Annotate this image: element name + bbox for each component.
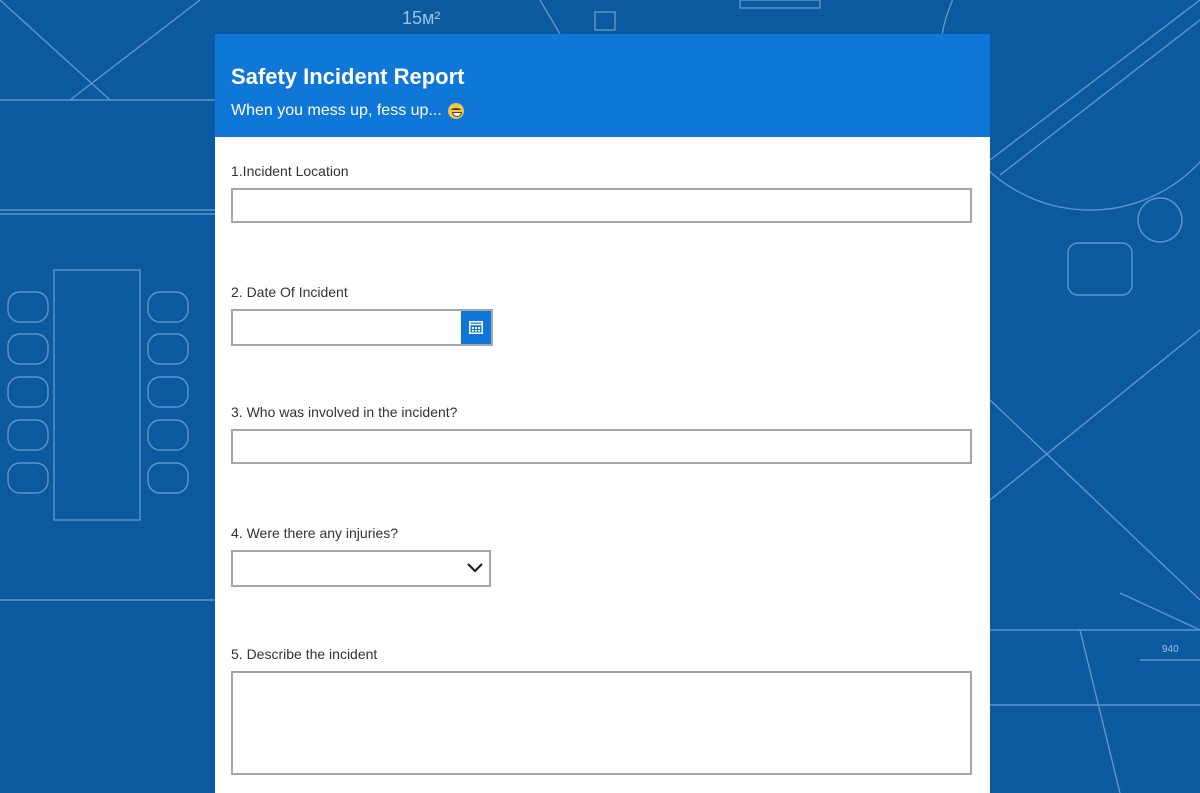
form-subtitle bbox=[231, 102, 464, 120]
question-4-label: 4. Were there any injuries? bbox=[231, 525, 399, 541]
incident-description-textarea[interactable] bbox=[231, 671, 972, 775]
date-picker bbox=[231, 309, 493, 346]
form-card bbox=[215, 34, 990, 793]
question-5-label: 5. Describe the incident bbox=[231, 646, 378, 662]
grinning-sweat-emoji-icon bbox=[448, 103, 464, 119]
room-area-label: 15м² bbox=[402, 8, 441, 28]
form-title: Safety Incident Report bbox=[231, 64, 465, 89]
injuries-dropdown[interactable] bbox=[231, 550, 491, 587]
people-involved-input[interactable] bbox=[231, 429, 972, 464]
calendar-icon bbox=[469, 321, 483, 334]
form-subtitle-text: When you mess up, fess up... bbox=[231, 102, 442, 119]
dimension-label: 940 bbox=[1162, 644, 1179, 655]
chevron-down-icon bbox=[465, 558, 485, 578]
incident-location-input[interactable] bbox=[231, 188, 972, 223]
date-of-incident-input[interactable] bbox=[233, 311, 461, 344]
question-2-label: 2. Date Of Incident bbox=[231, 284, 348, 300]
question-3-label: 3. Who was involved in the incident? bbox=[231, 404, 458, 420]
calendar-button[interactable] bbox=[461, 311, 491, 344]
question-1-label: 1.Incident Location bbox=[231, 163, 349, 179]
form-header bbox=[215, 34, 990, 137]
